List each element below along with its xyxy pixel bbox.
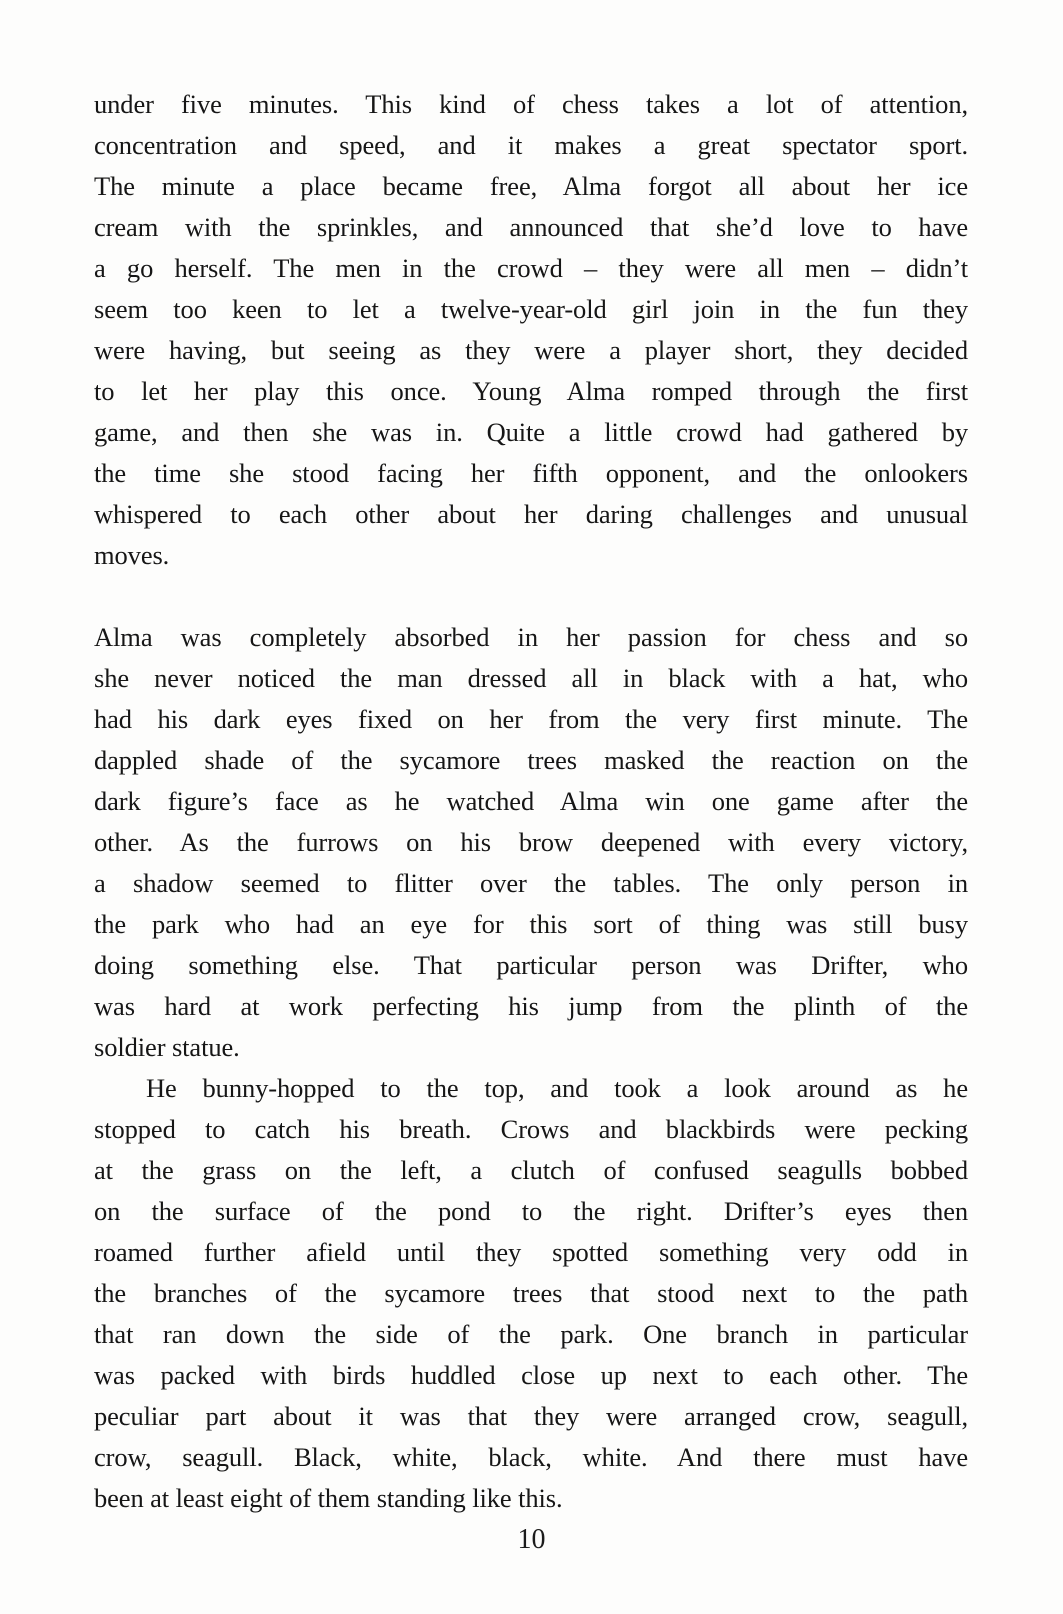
text-line: roamed further afield until they spotted something very odd in (94, 1237, 968, 1267)
text-line: the branches of the sycamore trees that stood next to the path (94, 1278, 968, 1308)
text-line: under five minutes. This kind of chess takes a lot of attention, (94, 89, 968, 119)
text-line: the park who had an eye for this sort of thing was still busy (94, 909, 968, 939)
text-line: doing something else. That particular person was Drifter, who (94, 950, 968, 980)
text-line: crow, seagull. Black, white, black, white. And there must have (94, 1442, 968, 1472)
text-line: Alma was completely absorbed in her passion for chess and so (94, 622, 968, 652)
text-line: dappled shade of the sycamore trees masked the reaction on the (94, 745, 968, 775)
text-line: concentration and speed, and it makes a great spectator sport. (94, 130, 968, 160)
text-line: been at least eight of them standing like this. (94, 1483, 563, 1513)
text-line: dark figure’s face as he watched Alma win one game after the (94, 786, 968, 816)
text-line: game, and then she was in. Quite a little crowd had gathered by (94, 417, 968, 447)
page-number: 10 (517, 1524, 546, 1555)
text-line: a go herself. The men in the crowd – they were all men – didn’t (94, 253, 968, 283)
text-line: whispered to each other about her daring challenges and unusual (94, 499, 968, 529)
paragraph-2 (94, 617, 968, 1068)
text-line: the time she stood facing her fifth opponent, and the onlookers (94, 458, 968, 488)
text-line: moves. (94, 540, 170, 570)
text-line: that ran down the side of the park. One branch in particular (94, 1319, 968, 1349)
text-line: on the surface of the pond to the right. Drifter’s eyes then (94, 1196, 968, 1226)
text-line: He bunny-hopped to the top, and took a look around as he (146, 1073, 968, 1103)
text-line: was packed with birds huddled close up next to each other. The (94, 1360, 968, 1390)
text-line: a shadow seemed to flitter over the tables. The only person in (94, 868, 968, 898)
text-line: stopped to catch his breath. Crows and blackbirds were pecking (94, 1114, 968, 1144)
text-line: was hard at work perfecting his jump from the plinth of the (94, 991, 968, 1021)
text-line: at the grass on the left, a clutch of confused seagulls bobbed (94, 1155, 968, 1185)
text-line: had his dark eyes fixed on her from the very first minute. The (94, 704, 968, 734)
text-line: to let her play this once. Young Alma romped through the first (94, 376, 968, 406)
text-block (94, 84, 968, 1519)
text-line: other. As the furrows on his brow deepened with every victory, (94, 827, 968, 857)
text-line: The minute a place became free, Alma forgot all about her ice (94, 171, 968, 201)
text-line: cream with the sprinkles, and announced that she’d love to have (94, 212, 968, 242)
paragraph-1 (94, 84, 968, 576)
text-line: peculiar part about it was that they were arranged crow, seagull, (94, 1401, 968, 1431)
paragraph-3 (94, 1068, 968, 1519)
text-line: seem too keen to let a twelve-year-old girl join in the fun they (94, 294, 968, 324)
text-line: she never noticed the man dressed all in black with a hat, who (94, 663, 968, 693)
text-line: were having, but seeing as they were a player short, they decided (94, 335, 968, 365)
text-line: soldier statue. (94, 1032, 240, 1062)
